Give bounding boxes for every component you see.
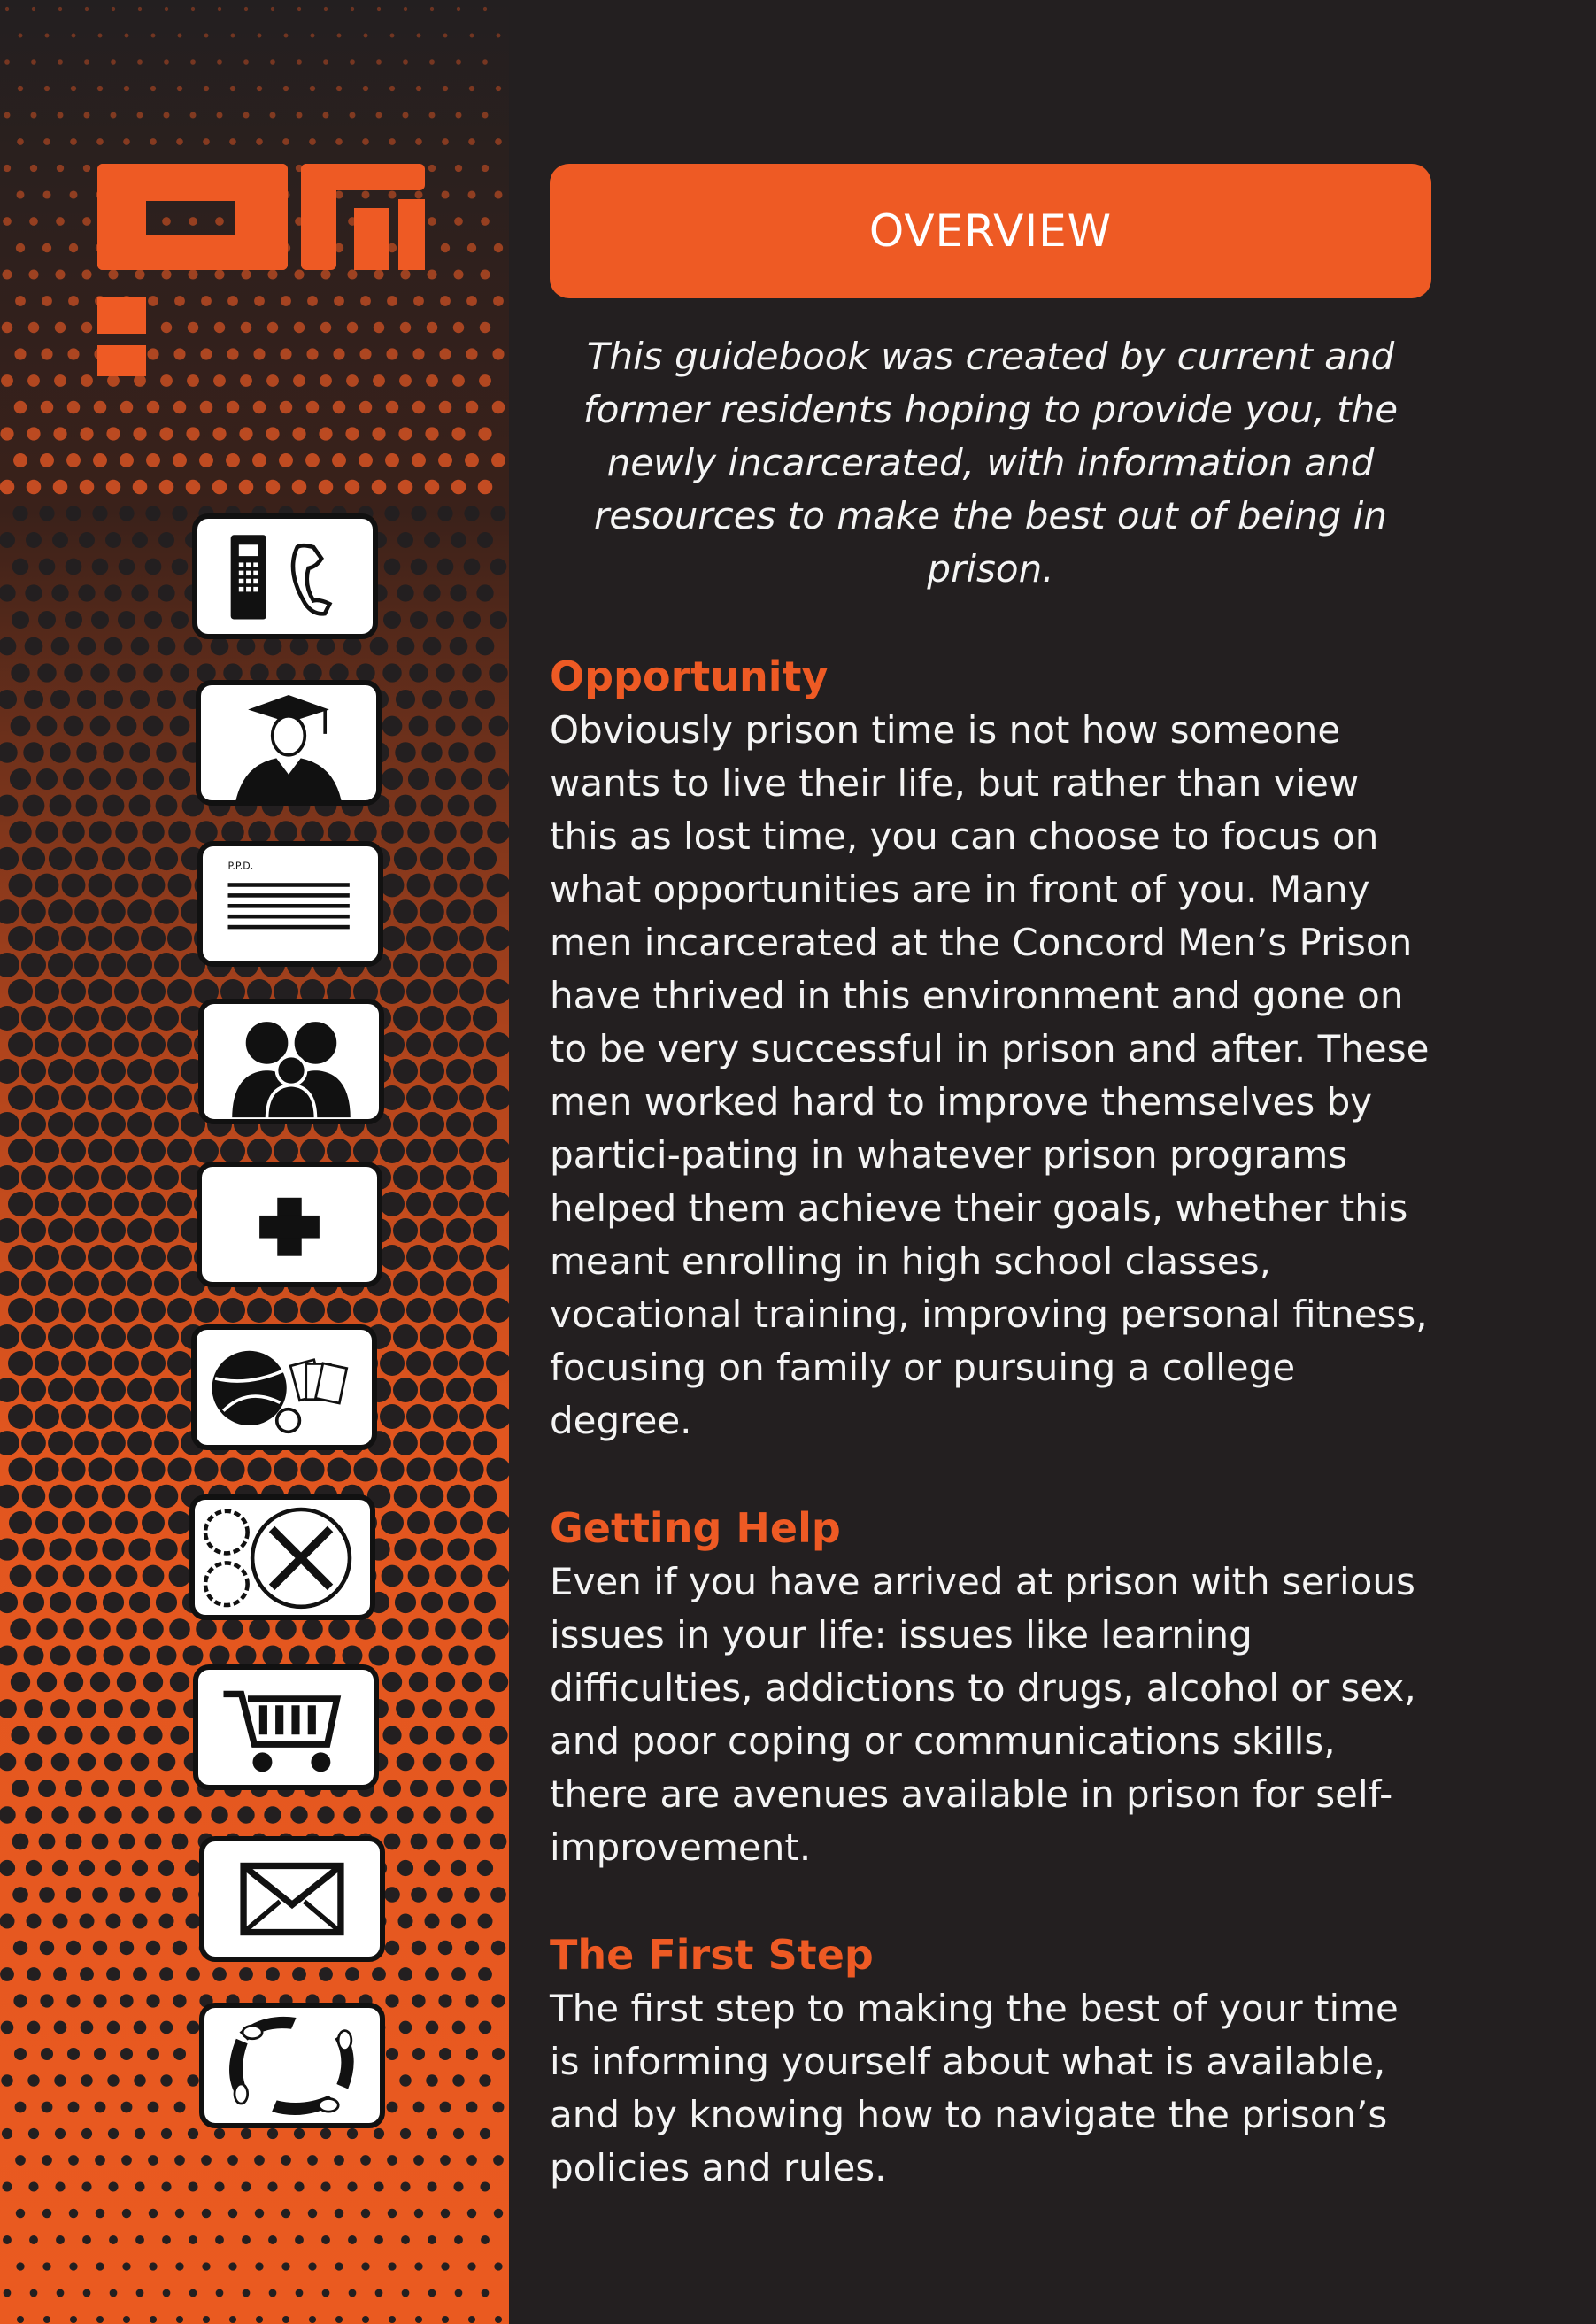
hands-circle-icon [199, 2003, 385, 2128]
overview-title: OVERVIEW [868, 205, 1113, 257]
section-first-step [550, 1927, 1431, 2195]
section-heading: Opportunity [550, 652, 829, 700]
medical-cross-icon [197, 1162, 382, 1287]
section-heading: The First Step [550, 1931, 874, 1979]
section-body: Obviously prison time is not how someone wants to live their life, but rather than view this as lost time, you can choose to focus on what opportunities are in front of you. Many men incarcerated at the Concord Men’s Prison have thrived in this environment and gone on to be very successful in prison and after. These men worked hard to improve themselves by partici-pating in whatever prison programs helped them achieve their goals, whether this meant enrolling in high school classes, vocational training, improving personal fitness, focusing on family or pursuing a college degree. [550, 708, 1430, 1442]
section-body: Even if you have arrived at prison with serious issues in your life: issues like learning difficulties, addictions to drugs, alcohol or sex, and poor coping or communications skills, there are avenues available in prison for self-improvement. [550, 1560, 1416, 1869]
section-opportunity [550, 649, 1431, 1448]
section-body: The first step to making the best of your time is informing yourself about what is available, and by knowing how to navigate the prison’s policies and rules. [550, 1987, 1399, 2189]
overview-banner [550, 164, 1431, 298]
family-icon [198, 999, 384, 1124]
sidebar-halftone [0, 0, 509, 2324]
id-card-label: P.P.D. [227, 860, 254, 872]
main-content [550, 164, 1431, 2195]
recreation-icon [191, 1324, 377, 1450]
mail-icon [199, 1836, 385, 1962]
shopping-cart-icon [193, 1664, 379, 1790]
pri-logo [97, 164, 434, 376]
section-heading: Getting Help [550, 1504, 841, 1552]
tools-icon [189, 1494, 375, 1620]
id-card-icon [197, 841, 383, 967]
section-getting-help [550, 1501, 1431, 1874]
intro-paragraph: This guidebook was created by current and former residents hoping to provide you, the newly incarcerated, with information and resources to make the best out of being in prison. [582, 335, 1399, 591]
graduate-icon [196, 680, 382, 806]
phone-icon [192, 513, 378, 639]
